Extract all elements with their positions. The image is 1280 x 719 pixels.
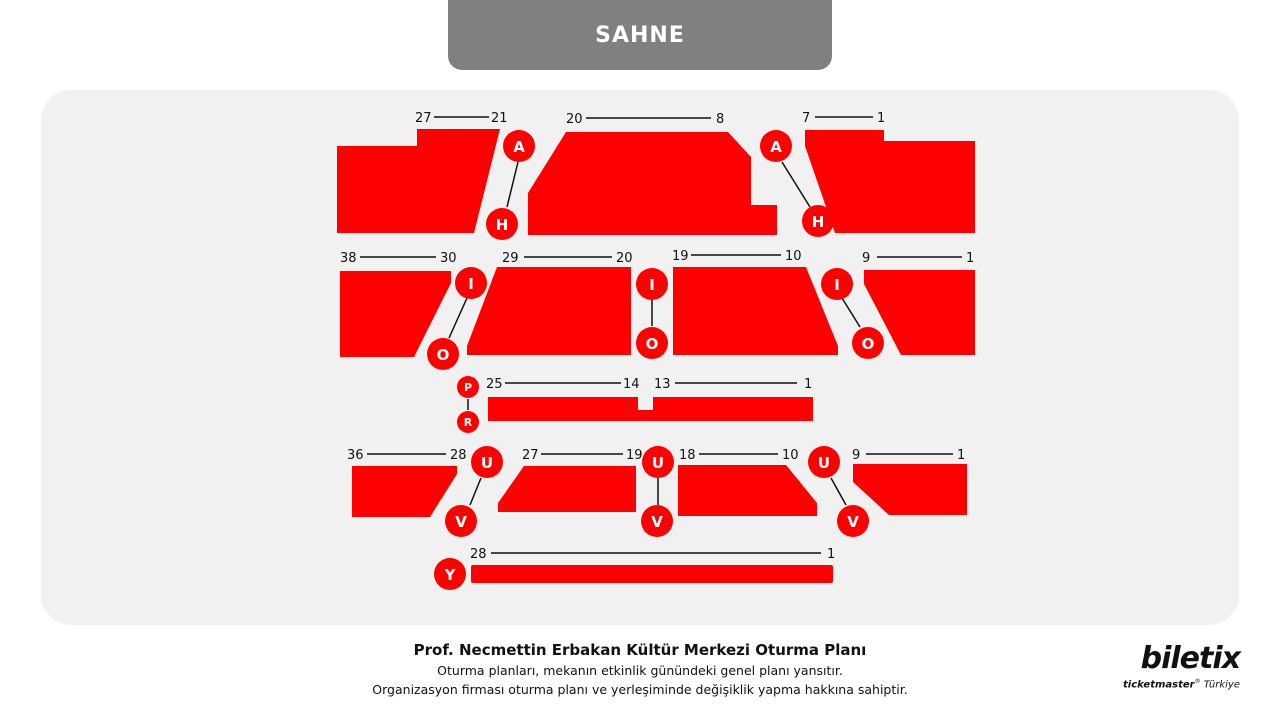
stage-label: SAHNE: [595, 22, 685, 48]
svg-text:V: V: [847, 513, 859, 531]
biletix-logo: [1116, 642, 1240, 691]
seat-number: 9: [852, 448, 861, 463]
svg-text:O: O: [861, 335, 875, 353]
brand-sub: ticketmaster® Türkiye: [1123, 678, 1240, 691]
seat-number: 20: [616, 251, 633, 266]
row-badge-r[interactable]: [457, 411, 479, 433]
seat-number: 10: [782, 448, 799, 463]
seat-block-left-front[interactable]: [337, 129, 500, 233]
svg-text:I: I: [649, 276, 655, 294]
row-badge-y[interactable]: [434, 558, 466, 590]
row-badge-v-right[interactable]: [837, 505, 869, 537]
seat-block-center-front[interactable]: [528, 132, 777, 235]
seat-number: 8: [716, 112, 725, 127]
seat-number: 29: [502, 251, 519, 266]
brand-ticketmaster: ticketmaster: [1123, 679, 1195, 691]
seat-number: 36: [347, 448, 364, 463]
svg-text:H: H: [495, 216, 509, 234]
footer-line-2: Organizasyon firması oturma planı ve yerleşiminde değişiklik yapma hakkına sahiptir.: [372, 682, 908, 697]
seat-number: 9: [862, 251, 871, 266]
row-badge-u-right[interactable]: [808, 446, 840, 478]
svg-text:U: U: [817, 454, 831, 472]
row-badge-v-left[interactable]: [445, 505, 477, 537]
seat-number: 38: [340, 251, 357, 266]
row-badge-i-left[interactable]: [455, 267, 487, 299]
row-badge-a-left[interactable]: [503, 130, 535, 162]
row-badge-h-left[interactable]: [486, 208, 518, 240]
seat-block-pr[interactable]: [488, 397, 813, 421]
seat-number: 1: [966, 251, 975, 266]
row-badge-i-center[interactable]: [636, 268, 668, 300]
seat-number: 1: [957, 448, 966, 463]
svg-text:R: R: [463, 416, 473, 429]
svg-text:V: V: [455, 513, 467, 531]
row-badge-o-center[interactable]: [636, 327, 668, 359]
seat-block-y[interactable]: [471, 565, 833, 583]
svg-text:O: O: [645, 335, 659, 353]
row-badge-u-center[interactable]: [642, 446, 674, 478]
seat-number: 13: [654, 377, 671, 392]
svg-text:I: I: [468, 275, 474, 293]
row-badge-o-left[interactable]: [427, 338, 459, 370]
svg-text:Y: Y: [444, 566, 456, 584]
svg-text:I: I: [834, 276, 840, 294]
seat-block-center-right-mid[interactable]: [673, 267, 838, 355]
svg-text:U: U: [651, 454, 665, 472]
seat-block-left-rear[interactable]: [352, 466, 457, 517]
seat-number: 19: [672, 249, 689, 264]
svg-text:V: V: [651, 513, 663, 531]
seat-number: 1: [877, 111, 886, 126]
seat-number: 30: [440, 251, 457, 266]
row-badge-p[interactable]: [457, 376, 479, 398]
svg-text:H: H: [811, 213, 825, 231]
row-badge-u-left[interactable]: [471, 446, 503, 478]
seat-number: 18: [679, 448, 696, 463]
seat-block-center-right-rear[interactable]: [678, 465, 817, 516]
svg-text:A: A: [770, 138, 782, 156]
footer-line-1: Oturma planları, mekanın etkinlik günündeki genel planı yansıtır.: [437, 663, 843, 678]
seat-number: 20: [566, 112, 583, 127]
row-badge-i-right[interactable]: [821, 268, 853, 300]
row-badge-h-right[interactable]: [802, 205, 834, 237]
seat-number: 27: [522, 448, 539, 463]
svg-text:U: U: [480, 454, 494, 472]
seat-number: 7: [802, 111, 811, 126]
svg-text:A: A: [513, 138, 525, 156]
seat-number: 27: [415, 111, 432, 126]
brand-name: biletix: [1140, 641, 1240, 676]
brand-country: Türkiye: [1203, 679, 1240, 691]
seat-number: 25: [486, 377, 503, 392]
svg-text:P: P: [463, 381, 473, 394]
seat-number: 10: [785, 249, 802, 264]
seat-block-center-left-mid[interactable]: [467, 267, 631, 355]
seat-number: 19: [626, 448, 643, 463]
row-badge-a-right[interactable]: [760, 130, 792, 162]
svg-text:O: O: [436, 346, 450, 364]
seat-number: 14: [623, 377, 640, 392]
row-badge-o-right[interactable]: [852, 327, 884, 359]
row-badge-v-center[interactable]: [641, 505, 673, 537]
seat-number: 21: [491, 111, 508, 126]
seat-number: 28: [470, 547, 487, 562]
seat-number: 1: [804, 377, 813, 392]
seat-number: 28: [450, 448, 467, 463]
footer-title: Prof. Necmettin Erbakan Kültür Merkezi Oturma Planı: [413, 641, 867, 659]
seat-number: 1: [827, 547, 836, 562]
seat-block-right-rear[interactable]: [853, 464, 967, 515]
seat-block-center-left-rear[interactable]: [498, 466, 636, 512]
